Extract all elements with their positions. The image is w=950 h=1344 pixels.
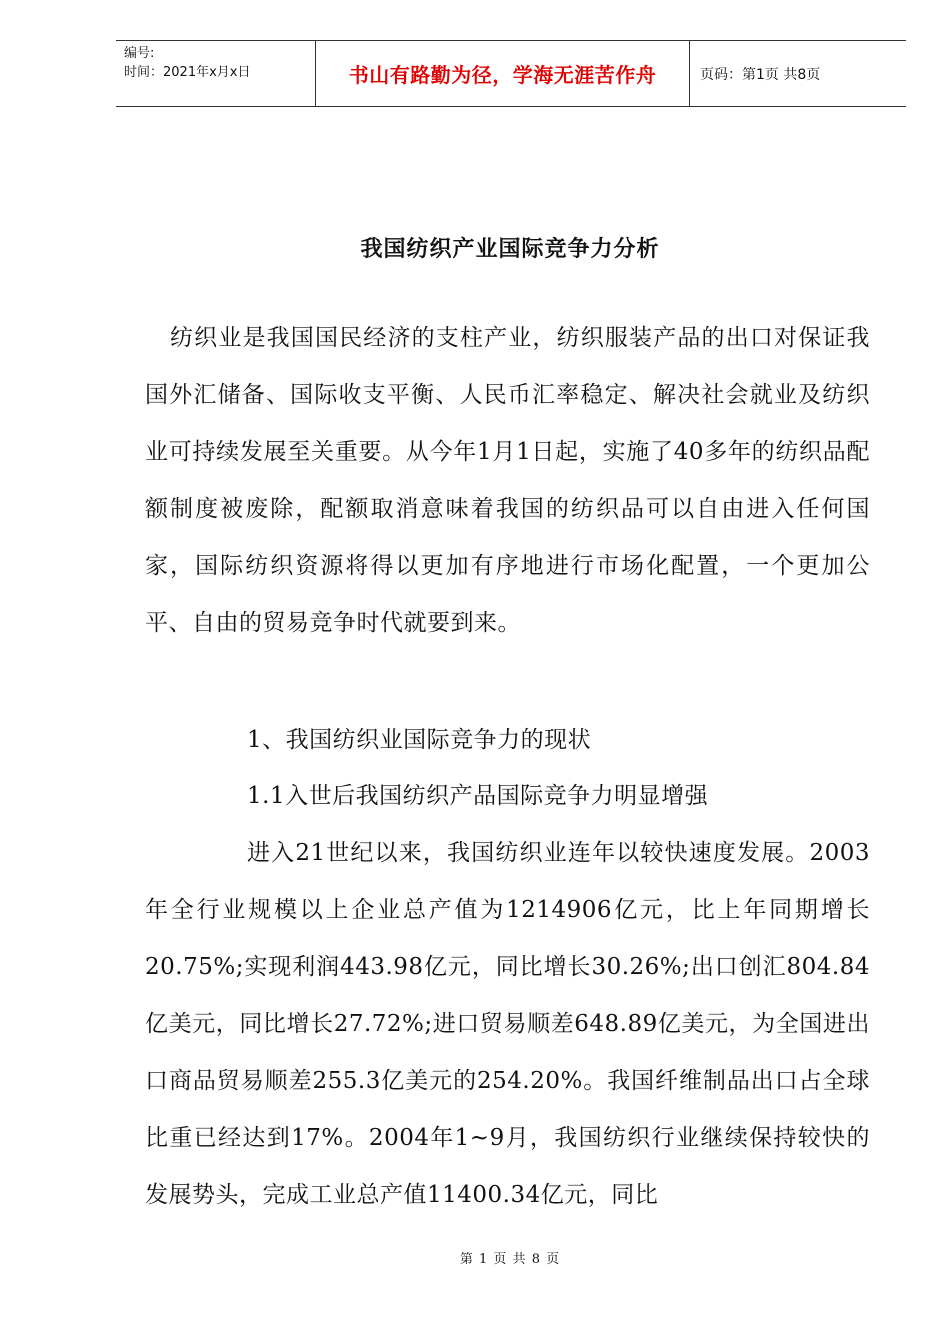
intro-paragraph: 纺织业是我国国民经济的支柱产业，纺织服装产品的出口对保证我国外汇储备、国际收支平衡、人民币汇率稳定、解决社会就业及纺织业可持续发展至关重要。从今年1月1日起，实施了40多年的纺织品配额制度被废除，配额取消意味着我国的纺织品可以自由进入任何国家，国际纺织资源将得以更加有序地进行市场化配置，一个更加公平、自由的贸易竞争时代就要到来。	[145, 325, 870, 636]
section-heading: 1、我国纺织业国际竞争力的现状	[247, 727, 592, 753]
document-title: 我国纺织产业国际竞争力分析	[360, 237, 660, 262]
header-motto: 书山有路勤为径，学海无涯苦作舟	[316, 41, 690, 106]
page-header	[116, 40, 906, 107]
serial-number-label: 编号:	[124, 46, 155, 61]
header-page-info: 页码：第1页 共8页	[700, 66, 821, 83]
subsection-heading: 1.1入世后我国纺织产品国际竞争力明显增强	[247, 783, 709, 809]
date-label: 时间：2021年x月x日	[124, 65, 251, 80]
body-paragraph: 进入21世纪以来，我国纺织业连年以较快速度发展。2003年全行业规模以上企业总产值为1214906亿元，比上年同期增长20.75%;实现利润443.98亿元，同比增长30.26%;出口创汇804.84亿美元，同比增长27.72%;进口贸易顺差648.89亿美元，为全国进出口商品贸易顺差255.3亿美元的254.20%。我国纤维制品出口占全球比重已经达到17%。2004年1~9月，我国纺织行业继续保持较快的发展势头，完成工业总产值11400.34亿元，同比	[145, 840, 870, 1208]
page-footer: 第 1 页 共 8 页	[459, 1252, 561, 1267]
header-meta	[116, 41, 316, 106]
